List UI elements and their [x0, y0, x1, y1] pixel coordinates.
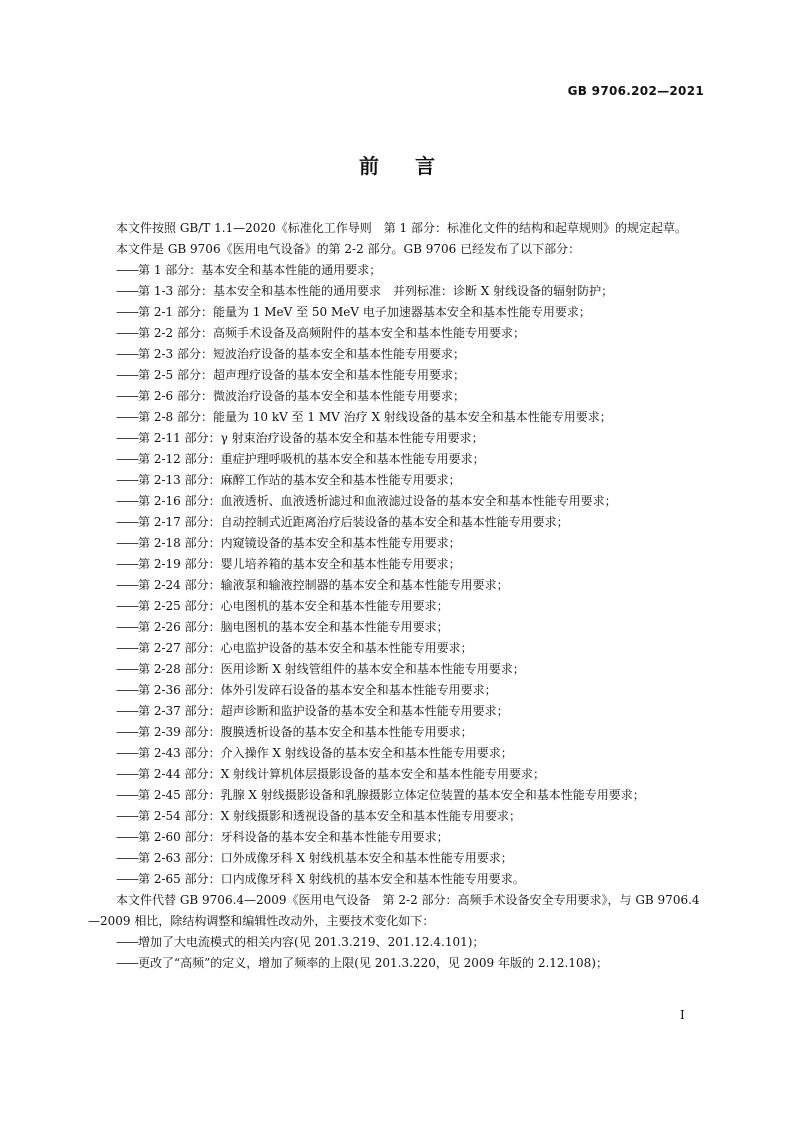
- list-item-text: 增加了大电流模式的相关内容(见 201.3.219、201.12.4.101)；: [138, 935, 485, 949]
- list-dash-marker: ——: [116, 767, 138, 781]
- list-item-text: 第 2-16 部分：血液透析、血液透析滤过和血液滤过设备的基本安全和基本性能专用要求；: [138, 494, 617, 508]
- list-item-text: 更改了“高频”的定义，增加了频率的上限(见 201.3.220，见 2009 年版的 2.12.108)；: [138, 956, 608, 970]
- part-list-item: [88, 638, 708, 659]
- list-item-text: 第 2-26 部分：脑电图机的基本安全和基本性能专用要求；: [138, 620, 449, 634]
- list-dash-marker: ——: [116, 956, 138, 970]
- list-item-text: 第 2-54 部分：X 射线摄影和透视设备的基本安全和基本性能专用要求；: [138, 809, 521, 823]
- list-dash-marker: ——: [116, 746, 138, 760]
- part-list-item: [88, 575, 708, 596]
- part-list-item: [88, 596, 708, 617]
- list-item-text: 第 2-27 部分：心电监护设备的基本安全和基本性能专用要求；: [138, 641, 473, 655]
- list-dash-marker: ——: [116, 326, 138, 340]
- part-list-item: [88, 386, 708, 407]
- list-dash-marker: ——: [116, 935, 138, 949]
- list-item-text: 第 2-12 部分：重症护理呼吸机的基本安全和基本性能专用要求；: [138, 452, 485, 466]
- list-dash-marker: ——: [116, 431, 138, 445]
- list-dash-marker: ——: [116, 662, 138, 676]
- document-body: [88, 218, 708, 974]
- list-item-text: 第 2-6 部分：微波治疗设备的基本安全和基本性能专用要求；: [138, 389, 465, 403]
- part-list-item: [88, 827, 708, 848]
- part-list-item: [88, 302, 708, 323]
- list-dash-marker: ——: [116, 473, 138, 487]
- list-item-text: 第 2-3 部分：短波治疗设备的基本安全和基本性能专用要求；: [138, 347, 465, 361]
- list-dash-marker: ——: [116, 599, 138, 613]
- list-item-text: 第 1-3 部分：基本安全和基本性能的通用要求 并列标准：诊断 X 射线设备的辐射防护；: [138, 284, 614, 298]
- series-intro-paragraph: 本文件是 GB 9706《医用电气设备》的第 2-2 部分。GB 9706 已经发布了以下部分：: [116, 242, 581, 256]
- list-item-text: 第 2-18 部分：内窥镜设备的基本安全和基本性能专用要求；: [138, 536, 461, 550]
- list-dash-marker: ——: [116, 557, 138, 571]
- list-item-text: 第 1 部分：基本安全和基本性能的通用要求；: [138, 263, 382, 277]
- list-dash-marker: ——: [116, 620, 138, 634]
- list-item-text: 第 2-17 部分：自动控制式近距离治疗后装设备的基本安全和基本性能专用要求；: [138, 515, 569, 529]
- part-list-item: [88, 365, 708, 386]
- list-item-text: 第 2-19 部分：婴儿培养箱的基本安全和基本性能专用要求；: [138, 557, 461, 571]
- list-dash-marker: ——: [116, 851, 138, 865]
- standard-number-header: GB 9706.202—2021: [567, 84, 704, 98]
- list-dash-marker: ——: [116, 788, 138, 802]
- list-item-text: 第 2-44 部分：X 射线计算机体层摄影设备的基本安全和基本性能专用要求；: [138, 767, 545, 781]
- part-list-item: [88, 449, 708, 470]
- list-item-text: 第 2-24 部分：输液泵和输液控制器的基本安全和基本性能专用要求；: [138, 578, 509, 592]
- list-dash-marker: ——: [116, 263, 138, 277]
- list-dash-marker: ——: [116, 515, 138, 529]
- drafting-rule-paragraph: 本文件按照 GB/T 1.1—2020《标准化工作导则 第 1 部分：标准化文件的结构和起草规则》的规定起草。: [116, 221, 687, 235]
- replacement-paragraph: 本文件代替 GB 9706.4—2009《医用电气设备 第 2-2 部分：高频手术设备安全专用要求》，与 GB 9706.4—2009 相比，除结构调整和编辑性改动外，主要技术变化如下：: [88, 893, 700, 928]
- list-dash-marker: ——: [116, 830, 138, 844]
- change-list-item: [88, 932, 708, 953]
- list-dash-marker: ——: [116, 641, 138, 655]
- list-dash-marker: ——: [116, 683, 138, 697]
- list-dash-marker: ——: [116, 452, 138, 466]
- list-dash-marker: ——: [116, 347, 138, 361]
- list-dash-marker: ——: [116, 305, 138, 319]
- list-item-text: 第 2-37 部分：超声诊断和监护设备的基本安全和基本性能专用要求；: [138, 704, 509, 718]
- part-list-item: [88, 554, 708, 575]
- list-dash-marker: ——: [116, 284, 138, 298]
- part-list-item: [88, 764, 708, 785]
- part-list-item: [88, 323, 708, 344]
- list-item-text: 第 2-2 部分：高频手术设备及高频附件的基本安全和基本性能专用要求；: [138, 326, 525, 340]
- list-item-text: 第 2-8 部分：能量为 10 kV 至 1 MV 治疗 X 射线设备的基本安全和基本性能专用要求；: [138, 410, 612, 424]
- part-list-item: [88, 743, 708, 764]
- list-item-text: 第 2-28 部分：医用诊断 X 射线管组件的基本安全和基本性能专用要求；: [138, 662, 525, 676]
- list-dash-marker: ——: [116, 725, 138, 739]
- list-dash-marker: ——: [116, 494, 138, 508]
- list-item-text: 第 2-1 部分：能量为 1 MeV 至 50 MeV 电子加速器基本安全和基本性能专用要求；: [138, 305, 591, 319]
- part-list-item: [88, 722, 708, 743]
- list-item-text: 第 2-25 部分：心电图机的基本安全和基本性能专用要求；: [138, 599, 449, 613]
- list-dash-marker: ——: [116, 809, 138, 823]
- part-list-item: [88, 701, 708, 722]
- list-item-text: 第 2-39 部分：腹膜透析设备的基本安全和基本性能专用要求；: [138, 725, 473, 739]
- part-list-item: [88, 491, 708, 512]
- part-list-item: [88, 260, 708, 281]
- part-list-item: [88, 617, 708, 638]
- part-list-item: [88, 428, 708, 449]
- list-item-text: 第 2-63 部分：口外成像牙科 X 射线机基本安全和基本性能专用要求；: [138, 851, 513, 865]
- part-list-item: [88, 869, 708, 890]
- page-title: 前言: [359, 154, 471, 178]
- list-item-text: 第 2-60 部分：牙科设备的基本安全和基本性能专用要求；: [138, 830, 449, 844]
- list-item-text: 第 2-43 部分：介入操作 X 射线设备的基本安全和基本性能专用要求；: [138, 746, 513, 760]
- part-list-item: [88, 680, 708, 701]
- page-number: I: [680, 1008, 685, 1022]
- part-list-item: [88, 533, 708, 554]
- list-dash-marker: ——: [116, 410, 138, 424]
- part-list-item: [88, 806, 708, 827]
- list-dash-marker: ——: [116, 389, 138, 403]
- list-dash-marker: ——: [116, 872, 138, 886]
- part-list-item: [88, 281, 708, 302]
- part-list-item: [88, 512, 708, 533]
- list-item-text: 第 2-45 部分：乳腺 X 射线摄影设备和乳腺摄影立体定位装置的基本安全和基本性能专用要求；: [138, 788, 645, 802]
- list-item-text: 第 2-11 部分：γ 射束治疗设备的基本安全和基本性能专用要求；: [138, 431, 484, 445]
- part-list-item: [88, 785, 708, 806]
- list-item-text: 第 2-65 部分：口内成像牙科 X 射线机的基本安全和基本性能专用要求。: [138, 872, 525, 886]
- part-list-item: [88, 344, 708, 365]
- list-dash-marker: ——: [116, 704, 138, 718]
- change-list-item: [88, 953, 708, 974]
- list-item-text: 第 2-36 部分：体外引发碎石设备的基本安全和基本性能专用要求；: [138, 683, 497, 697]
- list-item-text: 第 2-13 部分：麻醉工作站的基本安全和基本性能专用要求；: [138, 473, 461, 487]
- part-list-item: [88, 659, 708, 680]
- changes-list: [88, 932, 708, 974]
- parts-list: [88, 260, 708, 890]
- part-list-item: [88, 470, 708, 491]
- list-dash-marker: ——: [116, 368, 138, 382]
- list-dash-marker: ——: [116, 578, 138, 592]
- list-dash-marker: ——: [116, 536, 138, 550]
- list-item-text: 第 2-5 部分：超声理疗设备的基本安全和基本性能专用要求；: [138, 368, 465, 382]
- part-list-item: [88, 848, 708, 869]
- part-list-item: [88, 407, 708, 428]
